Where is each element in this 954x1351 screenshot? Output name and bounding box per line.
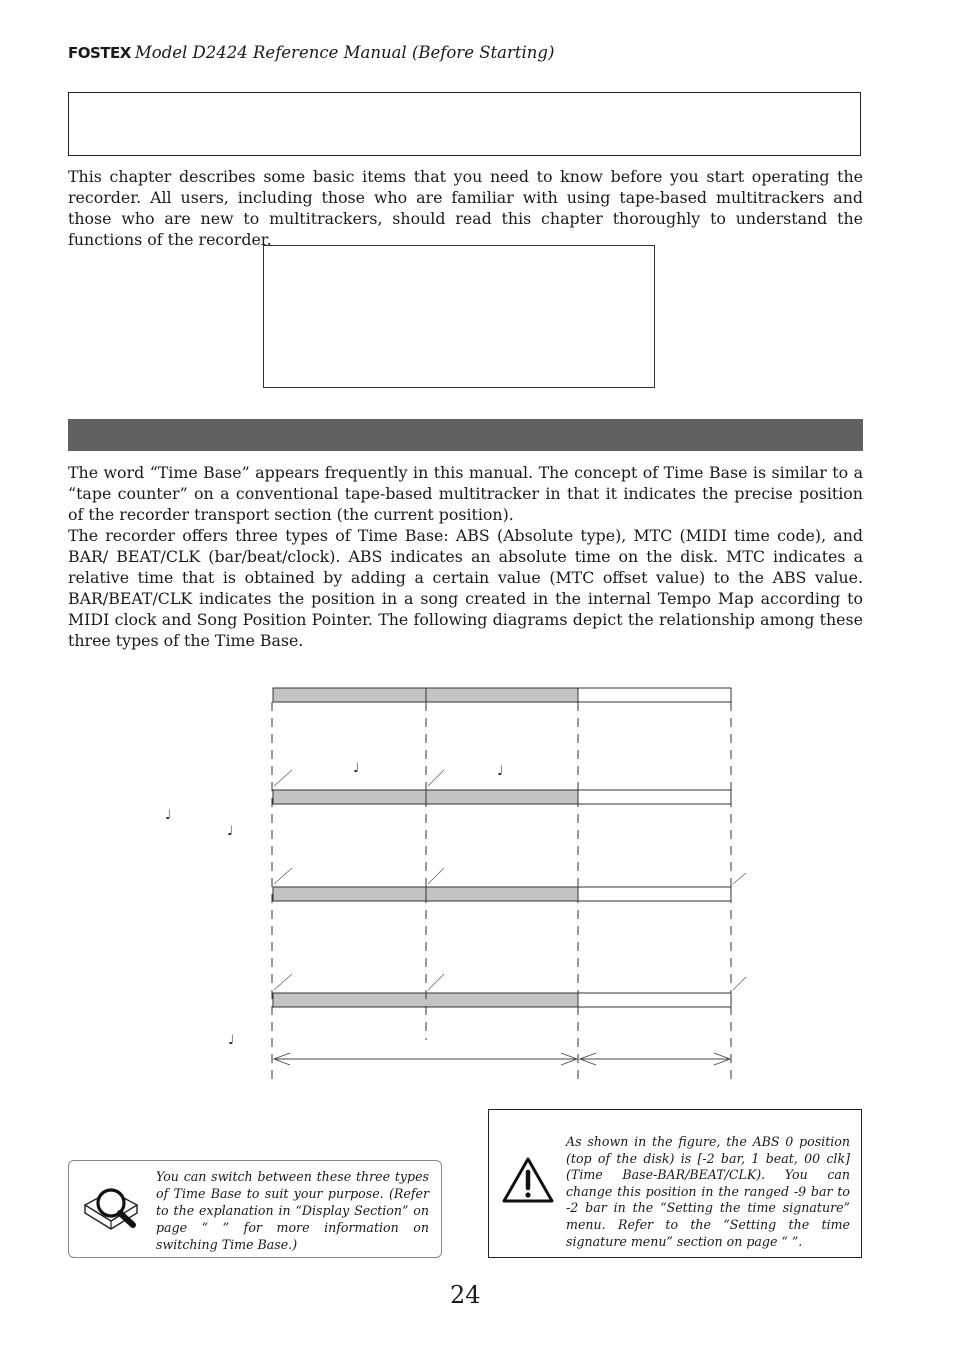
time-base-diagram [150, 680, 770, 1085]
timebase-para-1: The word “Time Base” appears frequently in this manual. The concept of Time Base is similar to a “tape counter” on a conventional tape-based multitracker in that it indicates the precise position of the recorder transport section (the current position). [68, 463, 863, 524]
intro-text: This chapter describes some basic items that you need to know before you start operating the recorder. All users, including those who are familiar with using tape-based multitrackers and those who are new to multitrackers, should read this chapter thoroughly to understand the functions of the recorder. [68, 167, 863, 249]
svg-text:♩: ♩ [165, 808, 172, 823]
page-number: 24 [450, 1281, 481, 1309]
svg-text:♩: ♩ [353, 761, 360, 776]
timeline-bar-3 [273, 887, 731, 901]
intro-paragraph [68, 166, 863, 250]
brand-logo: FOSTEX [68, 44, 131, 62]
section-heading-bar [68, 419, 863, 451]
header-title: Model D2424 Reference Manual (Before Starting) [134, 43, 555, 62]
warning-triangle-icon [501, 1156, 555, 1204]
svg-text:♩: ♩ [228, 1033, 235, 1048]
timeline-bar-2 [273, 790, 731, 804]
note-text: You can switch between these three types of Time Base to suit your purpose. (Refer to the explanation in “Display Section” on page “ ” for more information on switching Time Base.) [156, 1169, 429, 1252]
timeline-bar-1 [273, 688, 731, 702]
timebase-description [68, 462, 863, 651]
warning-text: As shown in the figure, the ABS 0 position (top of the disk) is [-2 bar, 1 beat, 00 clk] (Time Base-BAR/BEAT/CLK). You can change this position in the ranged -9 bar to -2 bar in the “Setting the time signature” menu. Refer to the “Setting the time signature menu” section on page “ ”. [566, 1134, 850, 1249]
chapter-title-box [68, 92, 861, 156]
page-header [68, 43, 554, 62]
svg-text:♩: ♩ [227, 824, 234, 839]
timeline-bar-4 [273, 993, 731, 1007]
timebase-para-2: The recorder offers three types of Time Base: ABS (Absolute type), MTC (MIDI time code), and BAR/ BEAT/CLK (bar/beat/clock). ABS indicates an absolute time on the disk. MTC indicates a relative time that is obtained by adding a certain value (MTC offset value) to the ABS value. BAR/BEAT/CLK indicates the position in a song created in the internal Tempo Map according to MIDI clock and Song Position Pointer. The following diagrams depict the relationship among these three types of the Time Base. [68, 526, 863, 650]
chapter-contents-box [263, 245, 655, 388]
magnifier-book-icon [81, 1179, 153, 1249]
range-arrows [274, 1053, 730, 1065]
svg-text:♩: ♩ [497, 764, 504, 779]
